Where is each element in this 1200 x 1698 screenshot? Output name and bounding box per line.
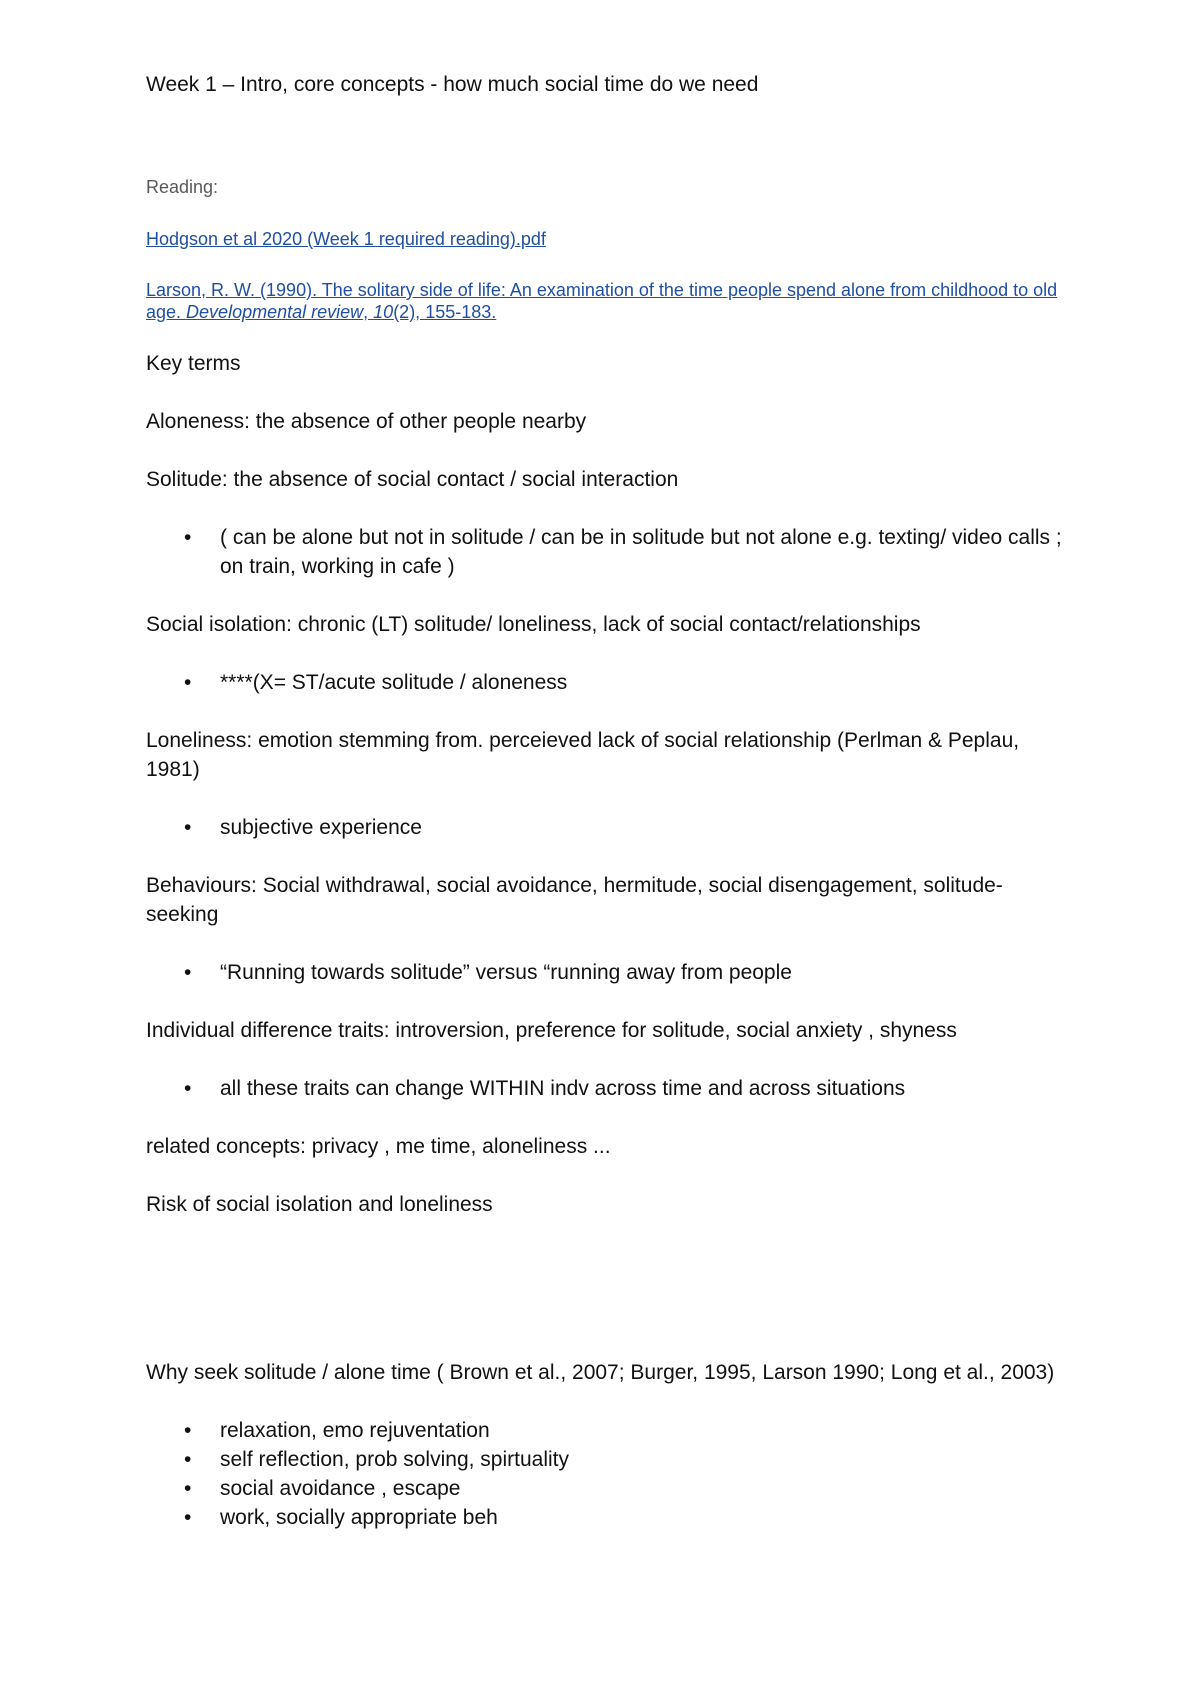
key-terms-heading: Key terms bbox=[146, 352, 241, 375]
reading-link-larson[interactable] bbox=[146, 280, 1057, 322]
reading-label: Reading: bbox=[146, 177, 219, 197]
why-bullet-list bbox=[146, 1416, 1066, 1532]
list-item: • social avoidance , escape bbox=[146, 1474, 1066, 1503]
larson-separator: , bbox=[363, 302, 374, 322]
related-concepts: related concepts: privacy , me time, aloneliness ... bbox=[146, 1135, 611, 1158]
risk-heading: Risk of social isolation and loneliness bbox=[146, 1193, 493, 1216]
list-item: • work, socially appropriate beh bbox=[146, 1503, 1066, 1532]
list-item: • subjective experience bbox=[146, 813, 1066, 842]
larson-pages: (2), 155-183. bbox=[393, 302, 497, 322]
loneliness-definition: Loneliness: emotion stemming from. perceieved lack of social relationship (Perlman & Peplau, 1981) bbox=[146, 729, 1020, 781]
solitude-definition: Solitude: the absence of social contact / social interaction bbox=[146, 468, 679, 491]
larson-citation-text: Larson, R. W. (1990). The solitary side of life: An examination of the time people spend alone from childhood to old age. bbox=[146, 280, 1058, 322]
larson-volume: 10 bbox=[373, 302, 394, 322]
isolation-bullet-list bbox=[146, 668, 1066, 697]
loneliness-bullet-list bbox=[146, 813, 1066, 842]
larson-journal: Developmental review bbox=[186, 302, 364, 322]
reading-link-hodgson-container bbox=[146, 224, 1066, 253]
social-isolation-definition: Social isolation: chronic (LT) solitude/ loneliness, lack of social contact/relationships bbox=[146, 613, 921, 636]
document-page bbox=[146, 70, 1066, 1532]
traits-definition: Individual difference traits: introversion, preference for solitude, social anxiety , shyness bbox=[146, 1019, 957, 1042]
traits-bullet-list bbox=[146, 1074, 1066, 1103]
list-item: • relaxation, emo rejuventation bbox=[146, 1416, 1066, 1445]
blank-space bbox=[146, 1248, 1066, 1358]
page-title: Week 1 – Intro, core concepts - how much social time do we need bbox=[146, 73, 759, 96]
list-item: • all these traits can change WITHIN indv across time and across situations bbox=[146, 1074, 1066, 1103]
behaviours-bullet-list bbox=[146, 958, 1066, 987]
why-seek-solitude-heading: Why seek solitude / alone time ( Brown et al., 2007; Burger, 1995, Larson 1990; Long et al., 2003) bbox=[146, 1361, 1055, 1384]
reading-link-hodgson[interactable]: Hodgson et al 2020 (Week 1 required reading).pdf bbox=[146, 229, 546, 249]
list-item: • “Running towards solitude” versus “running away from people bbox=[146, 958, 1066, 987]
list-item: • ****(X= ST/acute solitude / aloneness bbox=[146, 668, 1066, 697]
list-item: • self reflection, prob solving, spirtuality bbox=[146, 1445, 1066, 1474]
reading-link-larson-container bbox=[146, 279, 1066, 323]
solitude-bullet-list bbox=[146, 523, 1066, 581]
list-item: • ( can be alone but not in solitude / can be in solitude but not alone e.g. texting/ video calls ; on train, working in cafe ) bbox=[146, 523, 1066, 581]
aloneness-definition: Aloneness: the absence of other people nearby bbox=[146, 410, 587, 433]
behaviours-definition: Behaviours: Social withdrawal, social avoidance, hermitude, social disengagement, solitude-seeking bbox=[146, 874, 1003, 926]
